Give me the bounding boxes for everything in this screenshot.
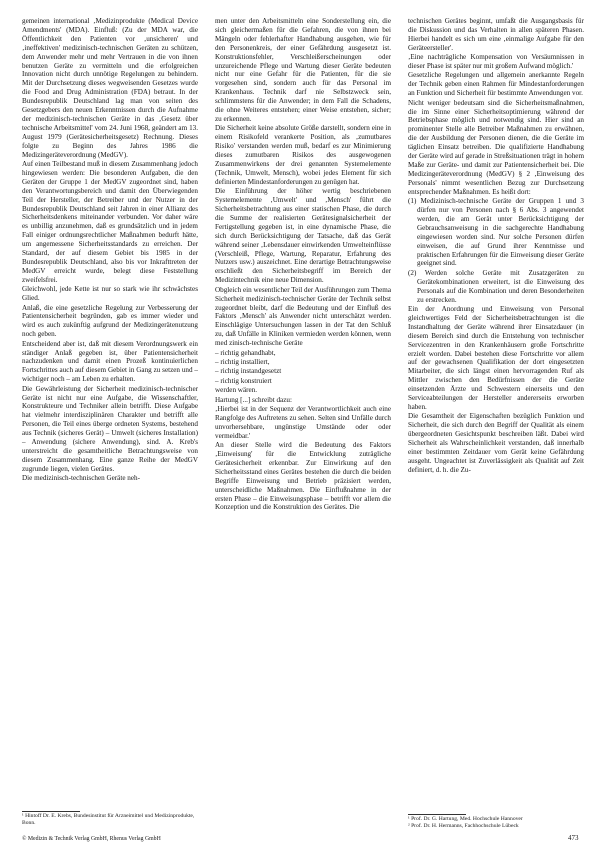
footnote-rule	[408, 814, 466, 815]
paragraph: technischen Gerätes beginnt, umfaßt die Ausgangsbasis für die Diskussion und das Verhalten in allen späteren Phasen. Hierbei handelt es sich um eine ‚einmalige Aufgabe für den Geräteersteller'.	[408, 17, 584, 52]
footnote: ¹ Prof. Dr. G. Hartung, Med. Hochschule Hannover ² Prof. Dr. H. Hermanns, Fachhochschule Lübeck	[408, 816, 523, 829]
list-item: – richtig instandgesetzt	[215, 367, 282, 376]
paragraph: Obgleich ein wesentlicher Teil der Ausführungen zum Thema Sicherheit medizinisch-technischer Geräte der Technik selbst zugeordnet bleibt, darf die Bedeutung und der Einfluß des Faktors ‚Mensch' als Anwender nicht unterschätzt werden. Einschlägige Untersuchungen lassen in der Tat den Schluß zu, daß Unfälle in Kliniken vermieden werden können, wenn med zinisch-technische Geräte	[215, 285, 391, 348]
paragraph: gemeinen international ‚Medizinprodukte (Medical Device Amendments' (MDA). Einfluß: (Zu der MDA war, die Öffentlichkeit den Patienten vor ‚unsicheren' und ‚ineffektiven' medizinisch-technischen Geräten zu schützen, dem Anwender mehr und mehr Vertrauen in die von ihnen benutzen Geräte zu vermitteln und die erfolgreichen Innovation nicht durch unnötige Regelungen zu behindern. Mit der Durchsetzung dieses wegweisenden Gesetzes wurde die Food and Drug Administration (FDA) betraut. In der Bundesrepublik Deutschland lag man von seiten des Gesetzgebers den neuen Erkenntnissen durch die Aufnahme der medizinisch-technischen Geräte in das ‚Gesetz über technische Arbeitsmittel' vom 24. Juni 1968, geändert am 13. August 1979 (Gerätesicherheitsgesetz) Rechnung. Dieses folgte zu Beginn des Jahres 1986 die Medizingeräteverordnung (MedGV).	[22, 17, 198, 159]
paragraph: Ein der Anordnung und Einweisung von Personal gleichwertiges Feld der Sicherheitsbetrachtungen ist die Instandhaltung der Geräte während ihrer Einsatzdauer (in diesem Bereich sind durch die Entstehung von technischer Servicezentren in den Krankenhäusern große Fortschritte erzielt worden. Dabei bestehen diese Fortschritte vor allem auf der gewachsenen Qualifikation der dort eingesetzten Mitarbeiter, die sich längst einen hervorragenden Ruf als Mittler zwischen den Bedürfnissen der die Geräte einsetzenden Ärzte und Schwestern einerseits und den Serviceabteilungen der Hersteller andererseits erworben haben.	[408, 305, 584, 411]
paragraph: Nicht weniger bedeutsam sind die Sicherheitsmaßnahmen, die im Sinne einer Sicherheitsoptimierung während der Betriebsphase möglich und notwendig sind. Hier sind an prominenter Stelle alle Betreiber Maßnahmen zu erwähnen, die der Ausbildung der Personen dienen, die die Geräte im täglichen Einsatz betreiben. Die qualifizierte Handhabung der Geräte wird auf gerade in Streßsituationen trägt in hohem Maße zur Geräte- und damit zur Patientensicherheit bei. Die Medizingeräteverordnung (MedGV) § 2 ‚Einweisung des Personals' nimmt wesentlichen Bezug zur Durchsetzung entsprechender Maßnahmen. Es heißt dort:	[408, 98, 584, 196]
quote: ‚Eine nachträgliche Kompensation von Versäumnissen in dieser Phase ist später nur mit großem Aufwand möglich.'	[408, 53, 584, 71]
list-item: – richtig gehandhabt,	[215, 348, 276, 357]
regulation-item: (1) Medizinisch-technische Geräte der Gruppen 1 und 3 dürfen nur von Personen nach § 6 Abs. 3 angewendet werden, die am Gerät unter Berücksichtigung der Gebrauchsanweisung in die sachgerechte Handhabung eingewiesen worden sind. Nur solche Personen dürfen einweisen, die auf Grund ihrer Kenntnisse und praktischen Erfahrungen für die Einweisung dieser Geräte geeignet sind.	[408, 197, 584, 268]
paragraph: Gleichwohl, jede Kette ist nur so stark wie ihr schwächstes Glied.	[22, 285, 198, 303]
list-item: – richtig installiert,	[215, 357, 270, 366]
text-column-right	[408, 17, 584, 475]
paragraph: An dieser Stelle wird die Bedeutung des Faktors ‚Einweisung' für die Entwicklung zuträgliche Gerätesicherheit erkennbar. Zur Einwirkung auf den Sicherheitsstand eines Gerätes bestehen die durch die beiden Begriffe Einweisung und Betrieb präzisiert werden, unterscheidliche Maßnahmen. Die Einflußnahme in der ersten Phase – die Einweisungsphase – betrifft vor allem die Konzeption und die Konstruktion des Gerätes. Die	[215, 441, 391, 512]
footnote-rule	[22, 811, 80, 812]
paragraph: men unter den Arbeitsmitteln eine Sonderstellung ein, die sich gleichermaßen für die Gefahren, die von ihnen bei Mängeln oder fehlerhafter Handhabung ausgehen, wie für den Personenkreis, der einer Gefährdung ausgesetzt ist. Konstruktionsfehler, Verschleißerscheinungen oder unzureichende Pflege und Wartung dieser Geräte bedeuten nicht nur eine Gefahr für die Patienten, für die sie vorgesehen sind, sondern auch für das Personal im Krankenhaus. Technik darf nie Selbstzweck sein, schlimmstens für die Anwender; in dem Fall die Schadens, die ohne Weiteres entstehen; einer Weise entstehen, sicher; zu erkennen.	[215, 17, 391, 123]
paragraph: Die Gewährleistung der Sicherheit medizinisch-technischer Geräte ist nicht nur eine Aufgabe, die Wissenschaftler, Konstrukteure und Techniker allein betrifft. Diese Aufgabe hat vielmehr interdisziplinären Charakter und betrifft alle Personen, die Teil eines überge ordneten Systems, bestehend aus Technik (sicheres Gerät) – Umwelt (sicheres Installation) – Anwendung (sichere Anwendung), sind. A. Kreb's unterstreicht die gesamtheitliche Betrachtungsweise von diesem Zusammenhang. Eine ganze Reihe der MedGV zugrunde liegen, vielen Gerätes.	[22, 384, 198, 473]
list-item: – richtig konstruiert	[215, 376, 272, 385]
paragraph: Gesetzliche Regelungen und allgemein anerkannte Regeln der Technik geben einen Rahmen für Mindestanforderungen an Funktion und Sicherheit für bestimmte Anwendungen vor.	[408, 71, 584, 98]
paragraph: werden wären.	[215, 386, 258, 395]
journal-footer: © Medizin & Technik Verlag GmbH, Rhenus Verlag GmbH	[22, 836, 161, 842]
page-number: 473	[568, 834, 579, 842]
paragraph: Die Sicherheit keine absolute Größe darstellt, sondern eine in einem Risikofeld verankerte Position, als ‚zumutbares Risiko' verstanden werden muß, bedarf es zur Minimierung dieses zumutbaren Risikos des ausgewogenen Zusammenwirkens der drei genannten Systemelemente (Technik, Umwelt, Mensch), wobei jedes Element für sich definierten Mindestanforderungen zu genügen hat.	[215, 124, 391, 186]
quote: ‚Hierbei ist in der Sequenz der Verantwortlichkeit auch eine Rangfolge des Auftretens zu sehen. Selten sind Unfälle durch unvorhersehbare, ungünstige Umstände oder oder vermeidbar.'	[215, 404, 391, 440]
paragraph: Die Gesamtheit der Eigenschaften bezüglich Funktion und Sicherheit, die sich durch den Begriff der Qualität als einem übergeordneten Gesichtspunkt beschreiben läßt. Dabei wird Sicherheit als Wahrscheinlichkeit verstanden, daß innerhalb einer bestimmten Zeitdauer vom Gerät keine Gefährdung ausgeht. Ungeachtet ist Zuverlässigkeit als Qualität auf Zeit definiert, d. h. die Zu-	[408, 412, 584, 474]
text-column-left	[22, 17, 198, 484]
text-column-middle	[215, 17, 391, 513]
paragraph: Anlaß, die eine gesetzliche Regelung zur Verbesserung der Patientensicherheit begründen, gab es immer wieder und wird es auch zukünftig aufgrund der Medizingerätenutzung noch geben.	[22, 303, 198, 339]
paragraph: Entscheidend aber ist, daß mit diesem Verordnungswerk ein ständiger Anlaß gegeben ist, über Patientensicherheit nachzudenken und damit einen Prozeß kontinuierlichen Fortschrittes auch auf diesem Gebiet in Gang zu setzen und – wichtiger noch – am Leben zu erhalten.	[22, 339, 198, 384]
footnote: ¹ Hintoff Dr. E. Krebs, Bundesinstitut für Arzneimittel und Medizinprodukte, Bonn.	[22, 813, 195, 826]
paragraph: Die medizinisch-technischen Geräte neh-	[22, 474, 140, 483]
regulation-item: (2) Werden solche Geräte mit Zusatzgeräten zu Gerätekombinationen erweitert, ist die Einweisung des Personals auf die Kombination und deren Besonderheiten zu erstrecken.	[408, 268, 584, 304]
paragraph: Hartung [...] schreibt dazu:	[215, 395, 292, 404]
paragraph: Auf einen Teilbestand muß in diesem Zusammenhang jedoch hingewiesen werden: Die besonderen Aufgaben, die den Geräten der Gruppe 1 der MedGV zugeordnet sind, haben den Verantwortungsbereich und damit den Überwiegenden Teil der Hersteller, der Betreiber und der Nutzer in der Bundesrepublik Deutschland seit Jahren in einer Allianz des Sicherheitsdenkens miteinander verbunden. Vor daher wäre es unbillig anzunehmen, daß es grundsätzlich und in jedem Fall einiger ordnungsrechtlicher Maßnahmen bedurft hätte, um angemessene Sicherheitsstandards zu erreichen. Der Standard, der auf diesem Gebiet bis 1985 in der Bundesrepublik Deutschland, also bis vor Inkrafttreten der MedGV erreicht wurde, belegt diese Feststellung zweifelsfrei.	[22, 160, 198, 284]
paragraph: Die Einführung der höher wertig beschriebenen Systemelemente ‚Umwelt' und ‚Mensch' führt die Sicherheitsbetrachtung aus einer statischen Phase, die durch die Summe der realisierten Gerätesignalsicherheit der Fertigstellung gegeben ist, in eine dynamische Phase, die sich durch Berücksichtigung der Tatsache, daß das Gerät während seiner ‚Lebensdauer einwirkenden Umwelteinflüsse (Verschleiß, Pflege, Wartung, Reparatur, Erfahrung des Nutzers usw.) auszeichnet. Eine derartige Betrachtungsweise erschließt den Sicherheitsbegriff im Bereich der Medizintechnik eine neue Dimension.	[215, 187, 391, 285]
